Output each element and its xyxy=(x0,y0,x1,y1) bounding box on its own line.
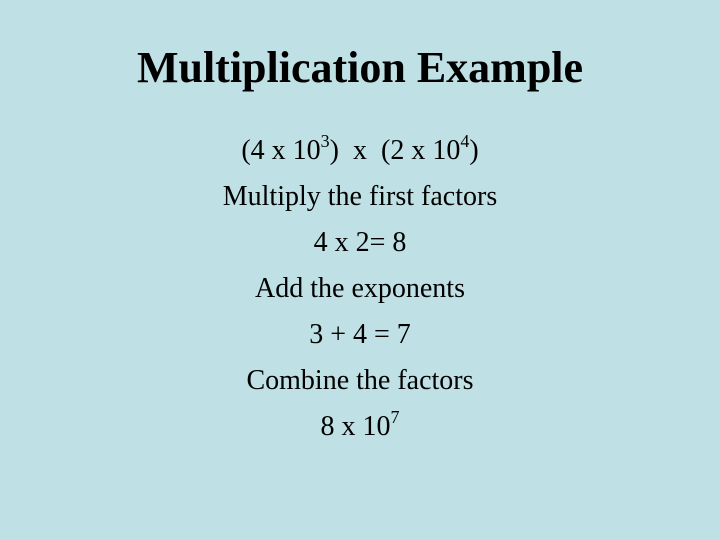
slide-body xyxy=(0,128,720,450)
final-result xyxy=(0,404,720,450)
step-multiply-label: Multiply the first factors xyxy=(222,181,498,212)
step-add-label: Add the exponents xyxy=(255,273,465,304)
slide-title: Multiplication Example xyxy=(136,43,584,92)
step-combine-label: Combine the factors xyxy=(246,365,474,396)
expression-part-1: (4 x 10 xyxy=(241,135,321,166)
step-multiply-result: 4 x 2= 8 xyxy=(313,227,407,258)
expression-part-3: ) xyxy=(469,135,479,166)
step-add-result: 3 + 4 = 7 xyxy=(309,319,411,350)
expression-part-2: ) x (2 x 10 xyxy=(329,135,461,166)
final-exponent: 7 xyxy=(390,406,400,427)
expression-line xyxy=(0,128,720,174)
exponent-1: 3 xyxy=(320,130,330,151)
exponent-2: 4 xyxy=(460,130,470,151)
final-base: 8 x 10 xyxy=(320,411,391,442)
